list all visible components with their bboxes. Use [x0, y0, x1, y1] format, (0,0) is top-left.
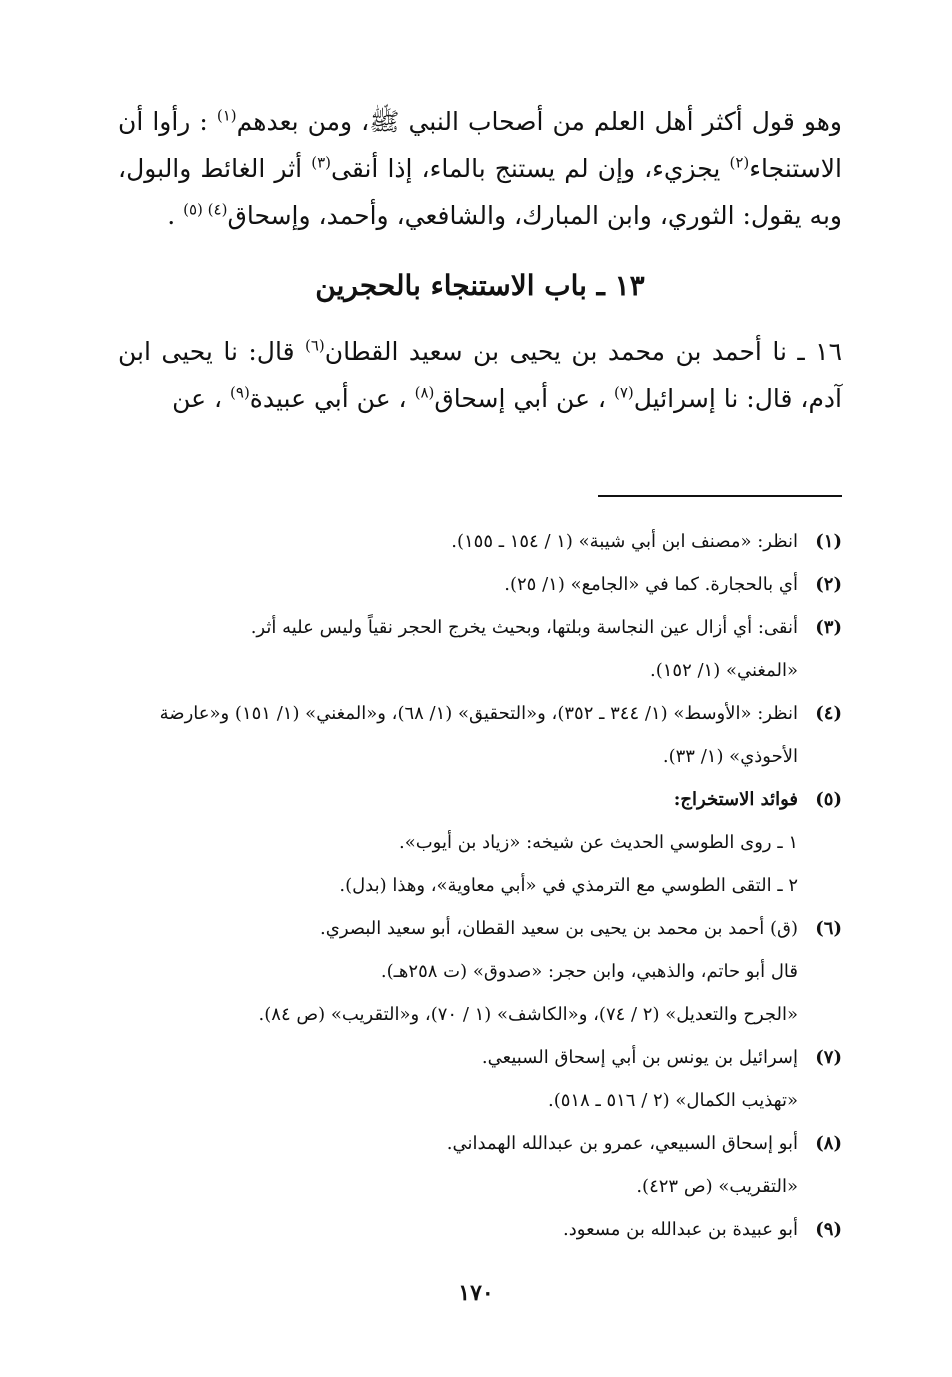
text-segment: ، عن أبي إسحاق — [434, 384, 614, 413]
footnote-line: قال أبو حاتم، والذهبي، وابن حجر: «صدوق» (ت ٢٥٨هـ). — [380, 961, 798, 982]
footnote-line: فوائد الاستخراج: — [673, 789, 798, 810]
footnote — [118, 520, 842, 563]
text-segment: ١٦ ـ نا أحمد بن محمد بن يحيى بن سعيد القطان — [324, 337, 842, 366]
footnote-text — [118, 1122, 798, 1208]
footnote-line: انظر: «الأوسط» (١/ ٣٤٤ ـ ٣٥٢)، و«التحقيق» (١/ ٦٨)، و«المغني» (١/ ١٥١) و«عارضة الأحوذي» (١/ ٣٣). — [159, 703, 798, 767]
footnote-line: أبو إسحاق السبيعي، عمرو بن عبدالله الهمداني. — [446, 1133, 798, 1154]
footnote-subline: ٢ ـ التقى الطوسي مع الترمذي في «أبي معاوية»، وهذا (بدل). — [339, 875, 798, 896]
footnote-line: «الجرح والتعديل» (٢ / ٧٤)، و«الكاشف» (١ / ٧٠)، و«التقريب» (ص ٨٤). — [258, 1004, 798, 1025]
chapter-heading: ١٣ ـ باب الاستنجاء بالحجرين — [315, 269, 645, 302]
footnote-text — [118, 1036, 798, 1122]
footnote-marker: (٩) — [230, 383, 250, 402]
footnote — [118, 907, 842, 1036]
footnote — [118, 692, 842, 778]
footnote-number: (١) — [815, 531, 842, 552]
footnote-number: (٦) — [815, 918, 842, 939]
footnote-text — [118, 907, 798, 1036]
text-segment: يجزيء، وإن لم يستنج بالماء، إذا أنقى — [330, 154, 730, 183]
text-segment: ، عن — [172, 384, 231, 413]
footnote-marker: (٢) — [729, 153, 750, 172]
text-segment: . — [167, 201, 184, 230]
footnote-line: «التقريب» (ص ٤٢٣). — [636, 1176, 798, 1197]
footnotes — [118, 520, 842, 1251]
footnote-number: (٥) — [815, 789, 842, 810]
footnote-line: إسرائيل بن يونس بن أبي إسحاق السبيعي. — [481, 1047, 798, 1068]
footnote-number: (٤) — [815, 703, 842, 724]
footnote-number: (٨) — [815, 1133, 842, 1154]
main-text — [118, 98, 842, 422]
footnote — [118, 1036, 842, 1122]
footnote-text — [118, 1208, 798, 1251]
footnote — [118, 778, 842, 821]
footnote-line: أبو عبيدة بن عبدالله بن مسعود. — [563, 1219, 798, 1240]
footnote-line: «المغني» (١/ ١٥٢). — [649, 660, 798, 681]
footnote-line: (ق) أحمد بن محمد بن يحيى بن سعيد القطان، أبو سعيد البصري. — [320, 918, 798, 939]
footnote-text — [118, 778, 798, 821]
text-segment: قال: نا يحيى ابن آدم، قال: نا إسرائيل — [118, 337, 842, 413]
footnote-subline: ١ ـ روى الطوسي الحديث عن شيخه: «زياد بن أيوب». — [399, 832, 798, 853]
footnote-marker: (٨) — [414, 383, 435, 402]
footnote-line: أي بالحجارة. كما في «الجامع» (١/ ٢٥). — [504, 574, 798, 595]
footnote-text — [118, 692, 798, 778]
footnote-marker: (٦) — [304, 336, 325, 355]
footnote-text — [118, 520, 798, 563]
footnote-marker: (٣) — [311, 153, 331, 172]
text-segment: أثر الغائط والبول، وبه يقول: الثوري، وابن المبارك، والشافعي، وأحمد، وإسحاق — [118, 154, 842, 230]
page-number: ١٧٠ — [458, 1280, 494, 1306]
footnote-marker: (٧) — [613, 383, 634, 402]
footnote-marker: (٤) (٥) — [183, 200, 228, 219]
footnote — [118, 563, 842, 606]
footnote — [118, 606, 842, 692]
text-segment: ، عن أبي عبيدة — [249, 384, 415, 413]
footnote-line: انظر: «مصنف ابن أبي شيبة» (١ / ١٥٤ ـ ١٥٥). — [451, 531, 798, 552]
footnote-separator — [598, 495, 842, 497]
text-segment: : رأوا أن الاستنجاء — [118, 107, 842, 183]
footnote-number: (٣) — [815, 617, 842, 638]
footnote — [118, 1122, 842, 1208]
footnote-number: (٩) — [815, 1219, 842, 1240]
footnote-number: (٧) — [815, 1047, 842, 1068]
footnote-number: (٢) — [815, 574, 842, 595]
footnote-marker: (١) — [216, 106, 237, 125]
footnote-text — [118, 606, 798, 692]
footnote-line: أنقى: أي أزال عين النجاسة وبلتها، وبحيث يخرج الحجر نقياً وليس عليه أثر. — [250, 617, 798, 638]
footnote — [118, 1208, 842, 1251]
paragraph-1 — [118, 98, 842, 239]
footnote-text — [118, 563, 798, 606]
footnote-line: «تهذيب الكمال» (٢ / ٥١٦ ـ ٥١٨). — [547, 1090, 798, 1111]
paragraph-2 — [118, 328, 842, 422]
text-segment: وهو قول أكثر أهل العلم من أصحاب النبي ﷺ، ومن بعدهم — [236, 107, 843, 136]
